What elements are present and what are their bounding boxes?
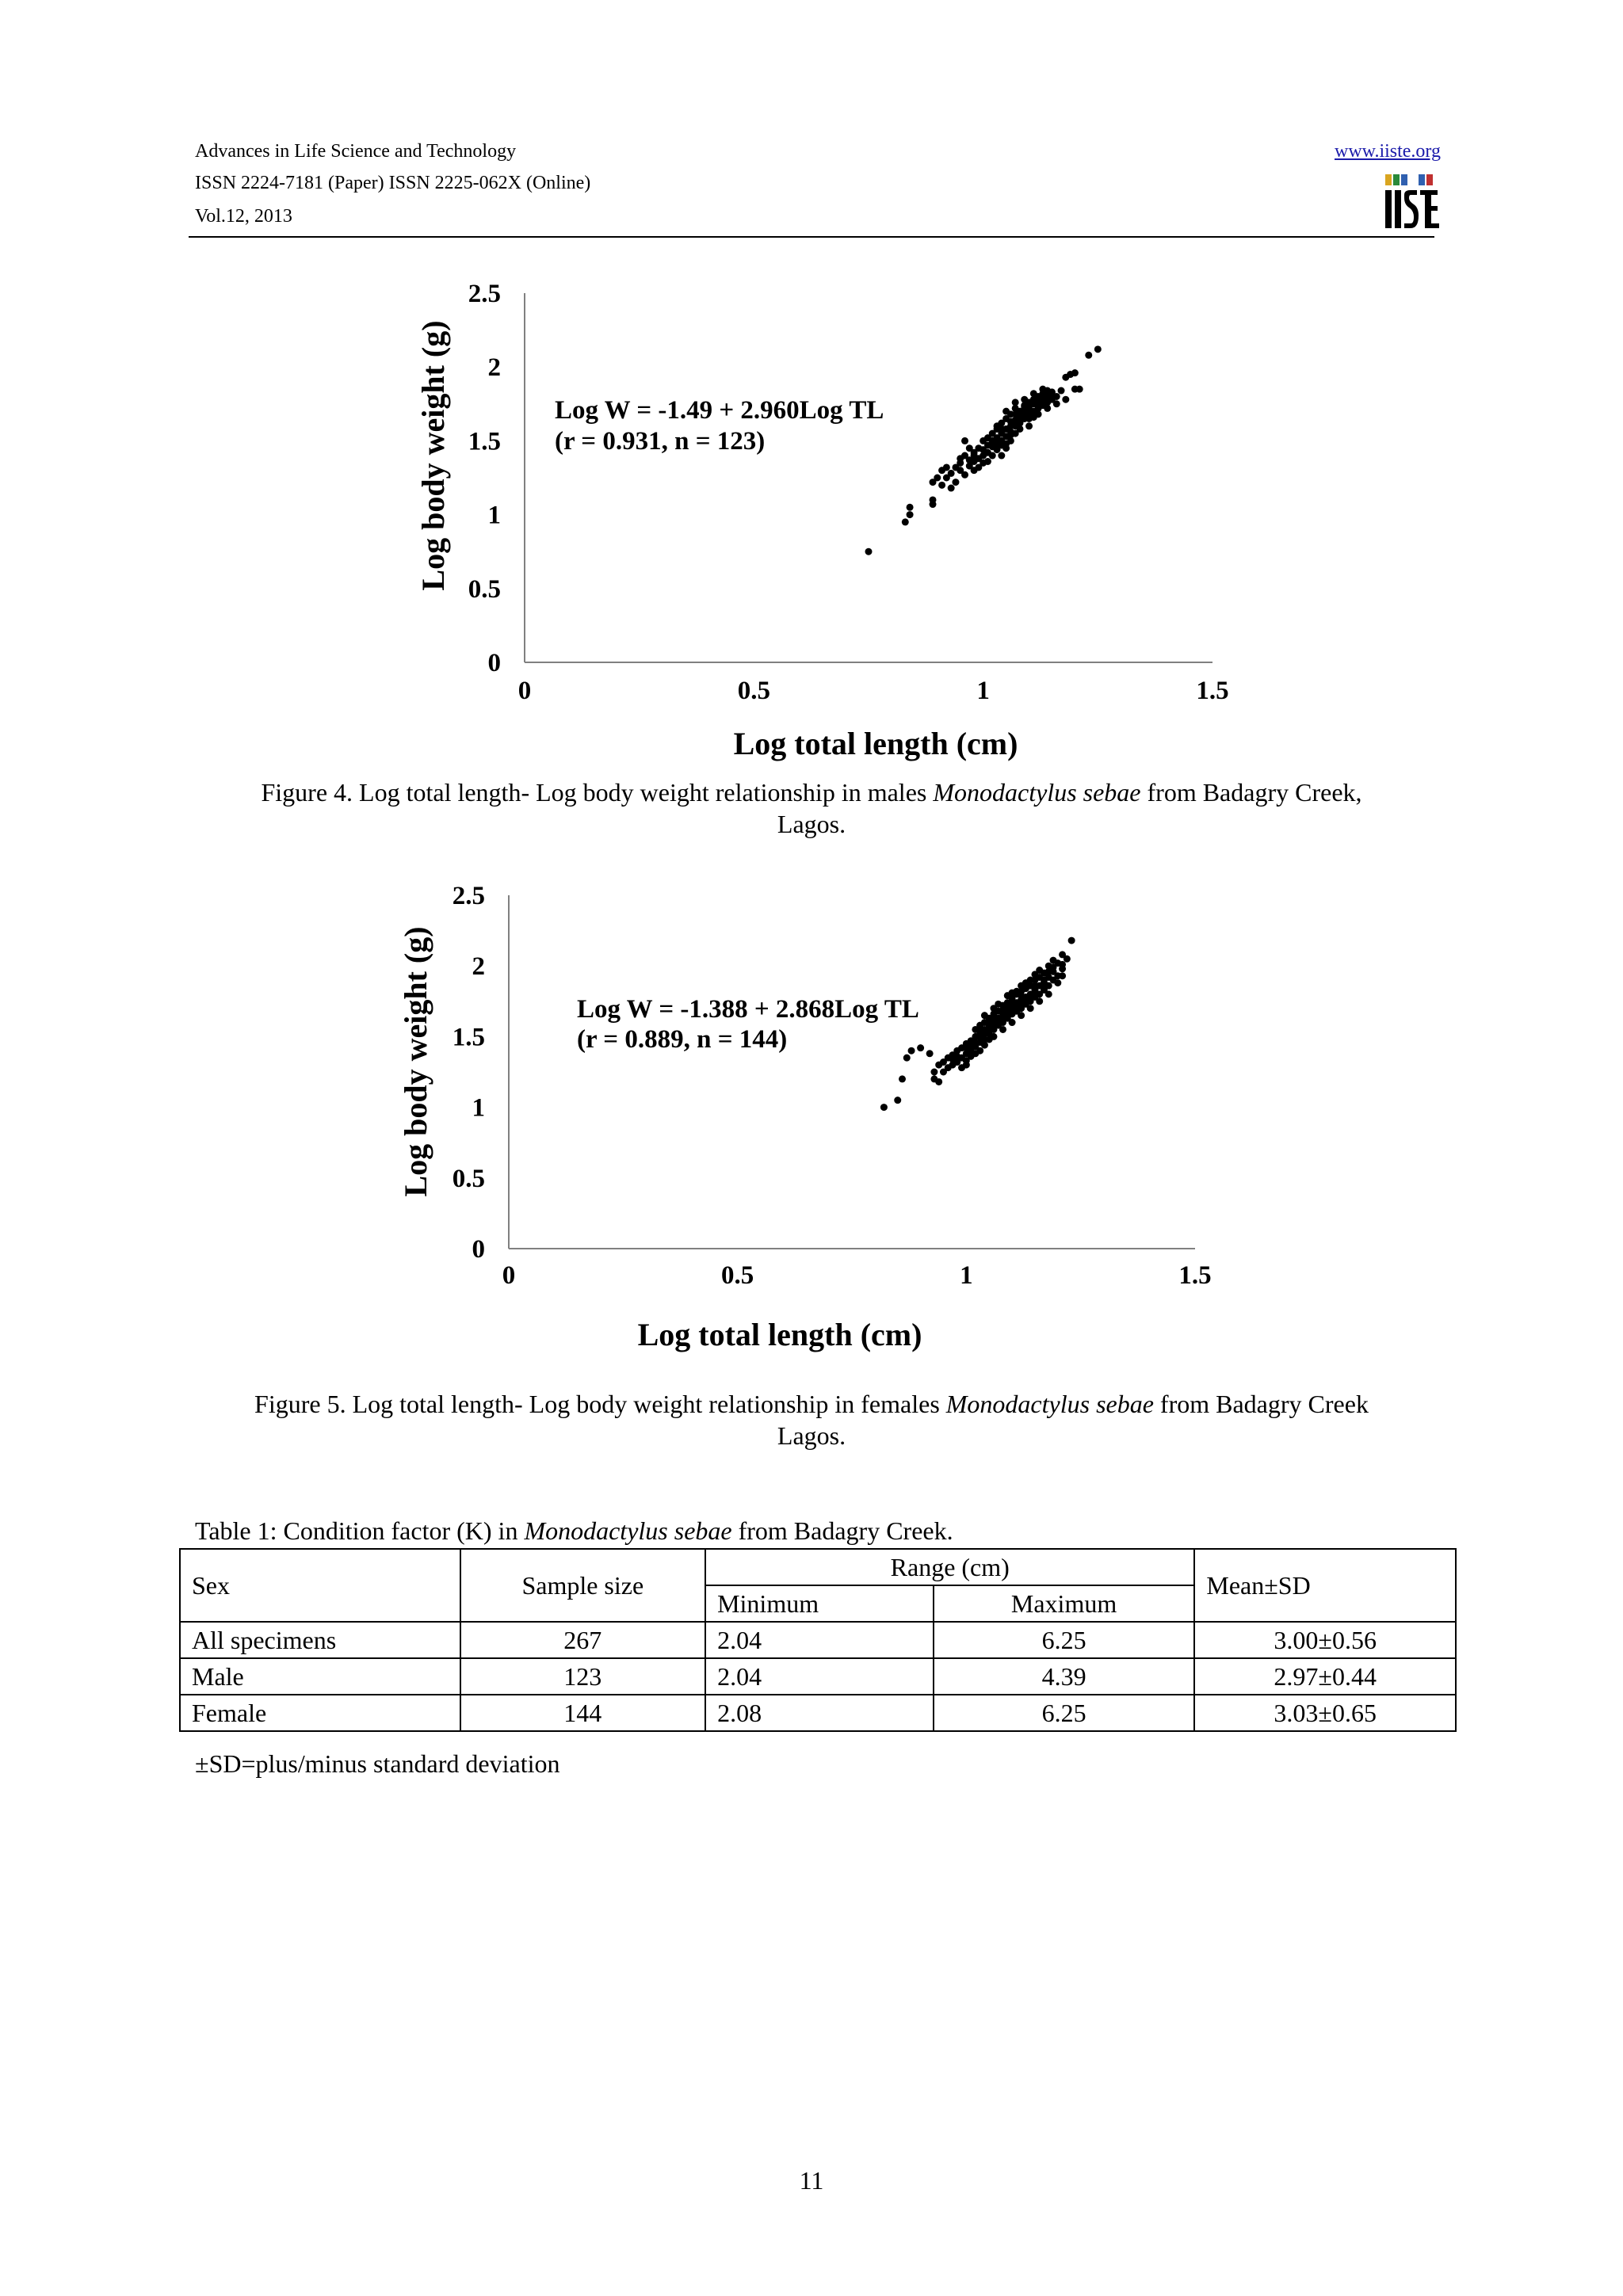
data-point [908,1047,915,1055]
x-axis-label: Log total length (cm) [733,726,1018,761]
data-point [961,437,968,444]
cell-sex: Female [180,1695,460,1731]
data-point [880,1104,888,1111]
data-point [994,422,1001,429]
data-point [1018,1012,1025,1019]
cell-sex: Male [180,1658,460,1695]
regression-equation: Log W = -1.49 + 2.960Log TL [555,396,884,425]
data-point [1018,1002,1025,1009]
cell-minimum: 2.04 [705,1658,934,1695]
data-point [971,452,978,460]
data-point [952,479,959,486]
data-point [990,1033,997,1040]
data-point [1021,403,1028,410]
data-point [984,434,991,441]
y-tick-label: 1.5 [452,1023,485,1052]
data-point [938,482,945,489]
data-point [990,1005,997,1012]
data-point [972,1050,979,1057]
header-minimum: Minimum [705,1585,934,1622]
y-tick-label: 2 [487,353,501,383]
header-rule [189,236,1434,238]
data-point [1009,990,1016,997]
data-point [907,511,914,518]
figure-5-scatter-chart [0,871,1623,1363]
data-point [1027,994,1034,1001]
header-range: Range (cm) [705,1549,1194,1585]
data-point [917,1044,924,1051]
data-point [1041,977,1048,984]
y-tick-label: 0.5 [452,1164,485,1193]
figure-4-scatter-chart [0,261,1623,769]
data-point [1050,963,1057,971]
x-tick-label: 1 [976,677,990,705]
data-point [1007,418,1014,425]
cell-minimum: 2.04 [705,1622,934,1658]
data-point [980,460,987,467]
figure-5-caption: Figure 5. Log total length- Log body weight relationship in females Monodactylus sebae from Badagry Creek Lagos. [254,1390,1369,1450]
data-point [986,1017,993,1024]
data-point [1053,400,1060,407]
data-point [1085,352,1092,359]
data-point [1044,405,1051,412]
data-point [926,1050,934,1057]
data-point [902,518,909,525]
website-link[interactable]: www.iiste.org [1335,141,1441,162]
cell-minimum: 2.08 [705,1695,934,1731]
data-point [1002,408,1010,415]
data-point [1071,369,1079,376]
data-point [899,1075,906,1082]
data-point [1062,396,1069,403]
cell-mean-sd: 3.00±0.56 [1194,1622,1456,1658]
x-tick-label: 1.5 [1196,677,1229,705]
table-row [180,1658,1456,1695]
data-point [1094,345,1102,353]
y-tick-label: 0 [487,649,501,677]
page-number: 11 [799,2166,824,2195]
x-axis-label: Log total length (cm) [637,1317,922,1352]
data-point [1064,955,1071,963]
table-1-title: Table 1: Condition factor (K) in Monodactylus sebae from Badagry Creek. [195,1516,953,1545]
data-point [1012,410,1019,418]
y-tick-label: 0.5 [468,574,501,604]
data-point [1018,992,1025,999]
data-point [999,1026,1006,1033]
cell-mean-sd: 3.03±0.65 [1194,1695,1456,1731]
data-point [935,1078,942,1085]
cell-maximum: 6.25 [934,1695,1195,1731]
data-point [930,496,937,503]
x-tick-label: 0 [502,1261,516,1290]
data-point [948,470,955,477]
data-point [1012,399,1019,406]
data-point [1059,972,1066,979]
data-point [1041,983,1048,990]
data-point [1048,391,1056,399]
data-point [1076,386,1083,393]
data-point [1030,390,1037,397]
data-point [1016,425,1023,433]
x-tick-label: 0.5 [737,677,770,705]
journal-name: Advances in Life Science and Technology [195,141,517,162]
data-point [972,1039,979,1046]
data-point [981,1012,988,1019]
x-tick-label: 1 [960,1261,973,1290]
data-point [1021,412,1028,419]
data-point [1027,1005,1034,1012]
x-tick-label: 1.5 [1178,1261,1212,1290]
data-point [1068,937,1075,944]
data-point [958,1064,965,1071]
condition-factor-table [179,1548,1457,1732]
data-point [1036,967,1043,974]
data-point [948,485,955,492]
cell-maximum: 6.25 [934,1622,1195,1658]
data-point [998,441,1005,448]
regression-equation: Log W = -1.388 + 2.868Log TL [577,995,919,1024]
cell-sample-size: 144 [460,1695,706,1731]
regression-stats: (r = 0.931, n = 123) [555,427,766,456]
data-point [1062,374,1069,381]
data-point [976,1026,983,1033]
y-tick-label: 1.5 [468,427,501,456]
cell-mean-sd: 2.97±0.44 [1194,1658,1456,1695]
data-point [1059,961,1066,968]
data-point [966,444,973,452]
data-point [1025,422,1033,429]
data-point [1045,990,1052,997]
table-footnote: ±SD=plus/minus standard deviation [195,1749,560,1778]
table-row [180,1622,1456,1658]
header-maximum: Maximum [934,1585,1195,1622]
data-point [934,475,941,482]
volume-line: Vol.12, 2013 [195,206,292,227]
data-point [907,504,914,511]
cell-sex: All specimens [180,1622,460,1658]
y-tick-label: 2.5 [468,280,501,308]
header-sex: Sex [180,1549,460,1622]
data-point [930,1069,938,1076]
data-point [1027,977,1034,984]
x-tick-label: 0.5 [721,1261,754,1290]
y-tick-label: 0 [472,1235,485,1264]
header-mean-sd: Mean±SD [1194,1549,1456,1622]
y-axis-label: Log body weight (g) [415,320,451,591]
data-point [894,1097,901,1104]
header-sample-size: Sample size [460,1549,706,1622]
y-tick-label: 2.5 [452,882,485,910]
data-point [963,1044,970,1051]
data-point [1050,957,1057,964]
data-point [943,463,950,471]
y-axis-label: Log body weight (g) [398,926,433,1197]
data-point [1036,997,1043,1005]
iiste-logo-icon [1382,171,1441,231]
figure-4-caption: Figure 4. Log total length- Log body weight relationship in males Monodactylus sebae from Badagry Creek, Lagos. [261,778,1362,838]
data-point [1004,1003,1011,1010]
data-point [1016,418,1023,425]
regression-stats: (r = 0.889, n = 144) [577,1025,788,1054]
y-tick-label: 1 [487,501,501,530]
y-tick-label: 1 [472,1093,485,1123]
cell-maximum: 4.39 [934,1658,1195,1695]
data-point [989,452,996,460]
data-point [957,455,964,462]
data-point [1031,982,1038,990]
data-point [1058,387,1065,395]
issn-line: ISSN 2224-7181 (Paper) ISSN 2225-062X (Online) [195,173,591,193]
cell-sample-size: 267 [460,1622,706,1658]
data-point [981,1042,988,1049]
data-point [1009,1019,1016,1026]
data-point [998,452,1005,460]
cell-sample-size: 123 [460,1658,706,1695]
data-point [865,548,873,555]
data-point [903,1055,911,1062]
data-point [1054,979,1061,986]
x-tick-label: 0 [517,677,532,705]
data-point [1030,414,1037,421]
table-row [180,1695,1456,1731]
data-point [1018,982,1025,990]
data-point [1035,398,1042,405]
y-tick-label: 2 [472,952,485,982]
data-point [1007,431,1014,438]
data-point [949,1055,957,1062]
data-point [999,1016,1006,1023]
data-point [961,471,968,479]
